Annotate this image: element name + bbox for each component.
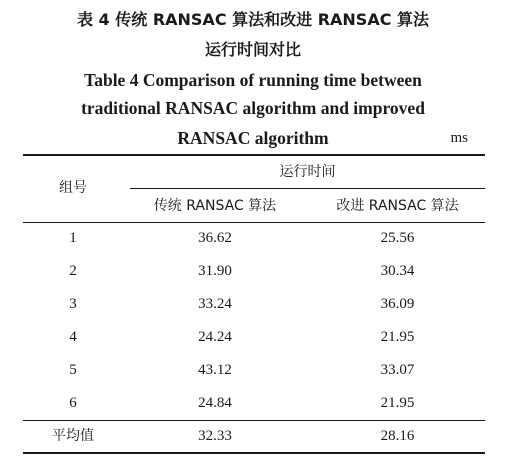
- average-improved: 28.16: [380, 428, 415, 444]
- table-caption-cn-line-2: 运行时间对比: [204, 40, 301, 59]
- traditional-time: 43.12: [198, 362, 232, 378]
- table-caption-en-line-2: traditional RANSAC algorithm and improved: [81, 98, 425, 118]
- row-id: 2: [69, 263, 77, 279]
- header-group-number: 组号: [59, 180, 87, 196]
- header-span-rule: [130, 188, 485, 189]
- improved-time: 21.95: [380, 329, 415, 345]
- traditional-time: 36.62: [198, 230, 232, 246]
- row-id: 3: [69, 296, 77, 312]
- improved-time: 21.95: [380, 395, 415, 411]
- average-traditional: 32.33: [198, 428, 232, 444]
- row-id: 5: [69, 362, 77, 378]
- row-id: 6: [69, 395, 77, 411]
- table-caption-en-line-3: RANSAC algorithm: [177, 128, 329, 148]
- improved-time: 36.09: [380, 296, 415, 312]
- table-caption-cn-line-1: 表 4 传统 RANSAC 算法和改进 RANSAC 算法: [76, 10, 430, 29]
- table-top-rule: [23, 154, 485, 156]
- traditional-time: 33.24: [198, 296, 232, 312]
- header-improved-ransac: 改进 RANSAC 算法: [336, 198, 459, 214]
- improved-time: 30.34: [380, 263, 415, 279]
- header-running-time: 运行时间: [279, 164, 336, 180]
- summary-rule: [23, 420, 485, 421]
- header-bottom-rule: [23, 222, 485, 223]
- traditional-time: 24.84: [198, 395, 232, 411]
- improved-time: 33.07: [380, 362, 415, 378]
- table-caption-en-line-1: Table 4 Comparison of running time between: [84, 70, 422, 90]
- improved-time: 25.56: [380, 230, 415, 246]
- traditional-time: 31.90: [198, 263, 232, 279]
- row-id: 1: [69, 230, 77, 246]
- average-label: 平均值: [52, 428, 94, 444]
- traditional-time: 24.24: [198, 329, 232, 345]
- header-traditional-ransac: 传统 RANSAC 算法: [153, 198, 277, 214]
- row-id: 4: [69, 329, 77, 345]
- unit-label: ms: [450, 130, 468, 146]
- table-bottom-rule: [23, 452, 485, 454]
